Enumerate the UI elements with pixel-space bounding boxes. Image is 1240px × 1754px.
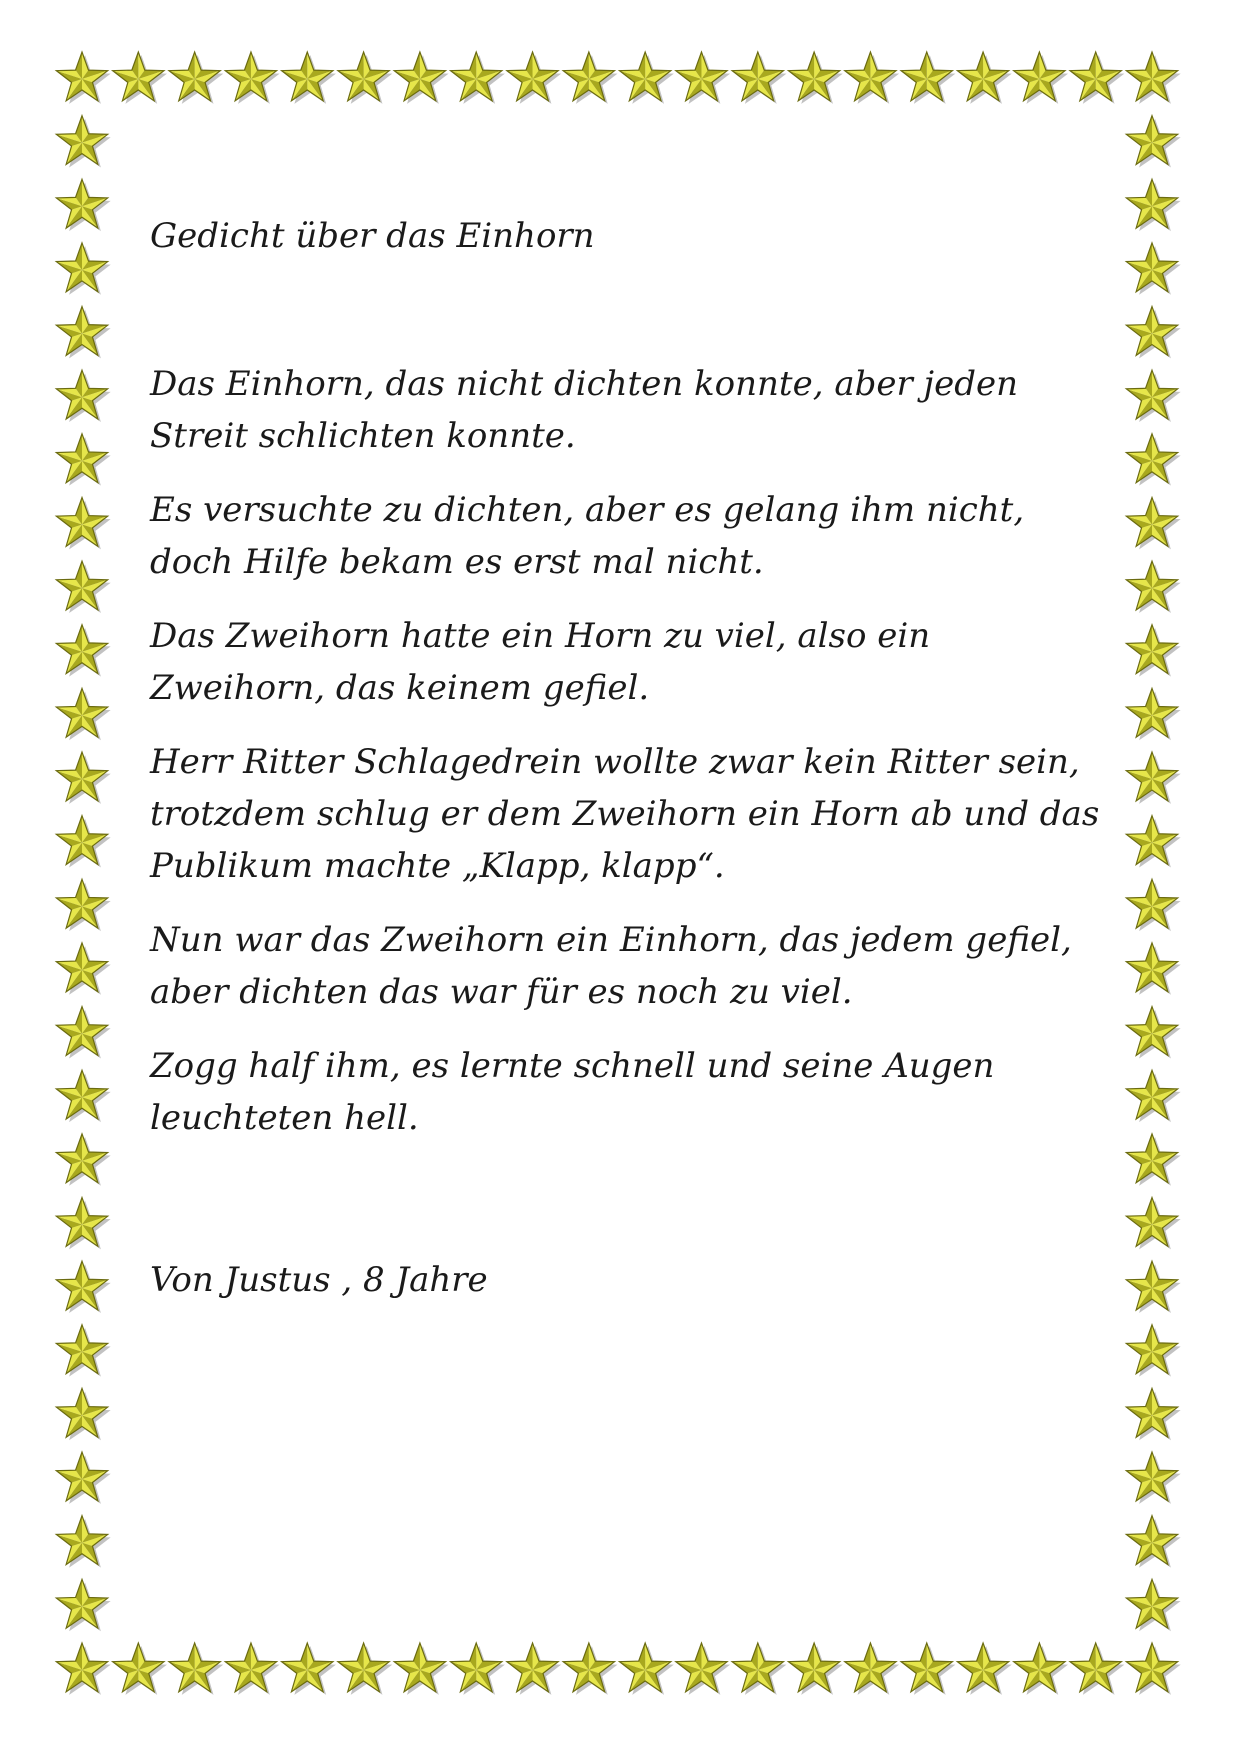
- stanza-6: Zogg half ihm, es lernte schnell und seine Augen leuchteten hell.: [150, 1046, 995, 1138]
- star-icon: [788, 1643, 842, 1695]
- star-icon: [1126, 179, 1180, 231]
- star-icon: [169, 1643, 223, 1695]
- star-icon: [225, 52, 279, 104]
- star-icon: [1014, 1643, 1068, 1695]
- star-icon: [451, 52, 505, 104]
- star-icon: [56, 1643, 110, 1695]
- star-icon: [56, 752, 110, 804]
- star-icon: [56, 1261, 110, 1313]
- stanza-4: Herr Ritter Schlagedrein wollte zwar kein Ritter sein, trotzdem schlug er dem Zweihorn ein Horn ab und das Publikum machte „Klapp, klapp“.: [150, 742, 1100, 886]
- poem-author: Von Justus , 8 Jahre: [150, 1260, 488, 1300]
- star-icon: [1126, 52, 1180, 104]
- star-icon: [1126, 1198, 1180, 1250]
- star-icon: [1126, 1261, 1180, 1313]
- star-icon: [1126, 1579, 1180, 1631]
- star-icon: [1126, 1325, 1180, 1377]
- star-icon: [56, 1388, 110, 1440]
- star-icon: [169, 52, 223, 104]
- star-icon: [56, 1516, 110, 1568]
- star-icon: [1126, 943, 1180, 995]
- star-icon: [563, 1643, 617, 1695]
- star-icon: [1126, 561, 1180, 613]
- star-icon: [619, 1643, 673, 1695]
- poem: [150, 210, 1100, 1340]
- star-icon: [732, 1643, 786, 1695]
- star-icon: [676, 1643, 730, 1695]
- star-icon: [451, 1643, 505, 1695]
- star-icon: [1126, 752, 1180, 804]
- star-icon: [282, 1643, 336, 1695]
- star-icon: [1126, 1134, 1180, 1186]
- star-icon: [56, 879, 110, 931]
- star-icon: [56, 243, 110, 295]
- star-icon: [56, 561, 110, 613]
- star-icon: [56, 497, 110, 549]
- star-icon: [56, 116, 110, 168]
- star-icon: [1126, 625, 1180, 677]
- star-icon: [1070, 52, 1124, 104]
- star-icon: [1126, 816, 1180, 868]
- star-icon: [56, 179, 110, 231]
- star-icon: [1126, 307, 1180, 359]
- star-icon: [394, 52, 448, 104]
- star-icon: [282, 52, 336, 104]
- star-icon: [56, 688, 110, 740]
- star-icon: [56, 1070, 110, 1122]
- stanza-1: Das Einhorn, das nicht dichten konnte, aber jeden Streit schlichten konnte.: [150, 364, 1018, 456]
- stanza-3: Das Zweihorn hatte ein Horn zu viel, also ein Zweihorn, das keinem gefiel.: [150, 616, 931, 708]
- star-icon: [1126, 879, 1180, 931]
- star-icon: [113, 52, 167, 104]
- star-icon: [56, 943, 110, 995]
- star-icon: [788, 52, 842, 104]
- star-icon: [56, 1579, 110, 1631]
- star-icon: [1126, 243, 1180, 295]
- star-icon: [56, 1134, 110, 1186]
- star-icon: [1126, 1007, 1180, 1059]
- star-icon: [56, 370, 110, 422]
- star-icon: [56, 434, 110, 486]
- star-icon: [563, 52, 617, 104]
- star-icon: [56, 307, 110, 359]
- star-icon: [1126, 370, 1180, 422]
- star-icon: [338, 1643, 392, 1695]
- star-icon: [56, 1198, 110, 1250]
- stanza-2: Es versuchte zu dichten, aber es gelang ihm nicht, doch Hilfe bekam es erst mal nicht.: [150, 490, 1025, 582]
- star-icon: [1126, 688, 1180, 740]
- star-icon: [56, 52, 110, 104]
- star-icon: [56, 1007, 110, 1059]
- star-icon: [957, 1643, 1011, 1695]
- star-icon: [56, 816, 110, 868]
- star-icon: [732, 52, 786, 104]
- star-icon: [1070, 1643, 1124, 1695]
- star-icon: [225, 1643, 279, 1695]
- star-icon: [1126, 434, 1180, 486]
- star-icon: [394, 1643, 448, 1695]
- star-icon: [1126, 1070, 1180, 1122]
- star-icon: [56, 1452, 110, 1504]
- star-icon: [1126, 1388, 1180, 1440]
- star-icon: [1126, 1452, 1180, 1504]
- stanza-5: Nun war das Zweihorn ein Einhorn, das jedem gefiel, aber dichten das war für es noch zu viel.: [150, 920, 1072, 1012]
- star-icon: [1014, 52, 1068, 104]
- star-icon: [1126, 497, 1180, 549]
- star-icon: [845, 52, 899, 104]
- star-icon: [56, 625, 110, 677]
- star-icon: [1126, 116, 1180, 168]
- star-icon: [676, 52, 730, 104]
- star-icon: [56, 1325, 110, 1377]
- star-icon: [507, 1643, 561, 1695]
- star-icon: [845, 1643, 899, 1695]
- star-icon: [1126, 1643, 1180, 1695]
- star-icon: [113, 1643, 167, 1695]
- star-icon: [1126, 1516, 1180, 1568]
- star-icon: [957, 52, 1011, 104]
- star-icon: [901, 52, 955, 104]
- star-icon: [619, 52, 673, 104]
- star-icon: [338, 52, 392, 104]
- star-icon: [901, 1643, 955, 1695]
- star-icon: [507, 52, 561, 104]
- poem-title: Gedicht über das Einhorn: [150, 216, 595, 256]
